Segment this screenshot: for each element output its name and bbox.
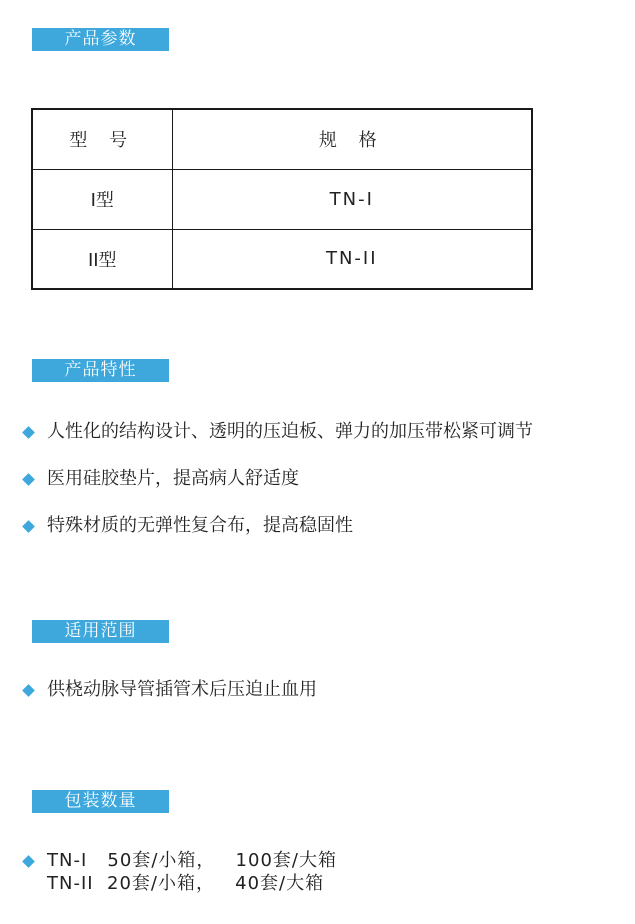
list-item [22, 420, 533, 444]
scope-text: 供桡动脉导管插管术后压迫止血用 [47, 679, 317, 700]
diamond-bullet-icon [22, 473, 35, 486]
diamond-bullet-icon [22, 520, 35, 533]
list-item [22, 467, 299, 491]
diamond-bullet-icon [22, 684, 35, 697]
diamond-bullet-icon [22, 426, 35, 439]
table-row [32, 229, 532, 289]
section-title-params: 产品参数 [32, 28, 169, 51]
cell-spec: TN-I [172, 169, 532, 229]
section-title-scope: 适用范围 [32, 620, 169, 643]
feature-text: 医用硅胶垫片，提高病人舒适度 [47, 468, 299, 489]
header-spec: 规 格 [172, 109, 532, 169]
packing-line: TN-II 20套/小箱， 40套/大箱 [47, 873, 325, 894]
header-model: 型 号 [32, 109, 172, 169]
section-title-packing: 包装数量 [32, 790, 169, 813]
spec-table [31, 108, 533, 290]
spec-table-header-row [32, 109, 532, 169]
table-row [32, 169, 532, 229]
packing-line: TN-I 50套/小箱， 100套/大箱 [47, 850, 337, 871]
list-item [22, 514, 353, 538]
feature-text: 特殊材质的无弹性复合布，提高稳固性 [47, 515, 353, 536]
diamond-bullet-icon [22, 855, 35, 868]
list-item [22, 849, 337, 895]
cell-model: II型 [32, 229, 172, 289]
cell-spec: TN-II [172, 229, 532, 289]
packing-lines [47, 849, 337, 895]
list-item [22, 678, 317, 702]
section-title-features: 产品特性 [32, 359, 169, 382]
cell-model: I型 [32, 169, 172, 229]
feature-text: 人性化的结构设计、透明的压迫板、弹力的加压带松紧可调节 [47, 421, 533, 442]
